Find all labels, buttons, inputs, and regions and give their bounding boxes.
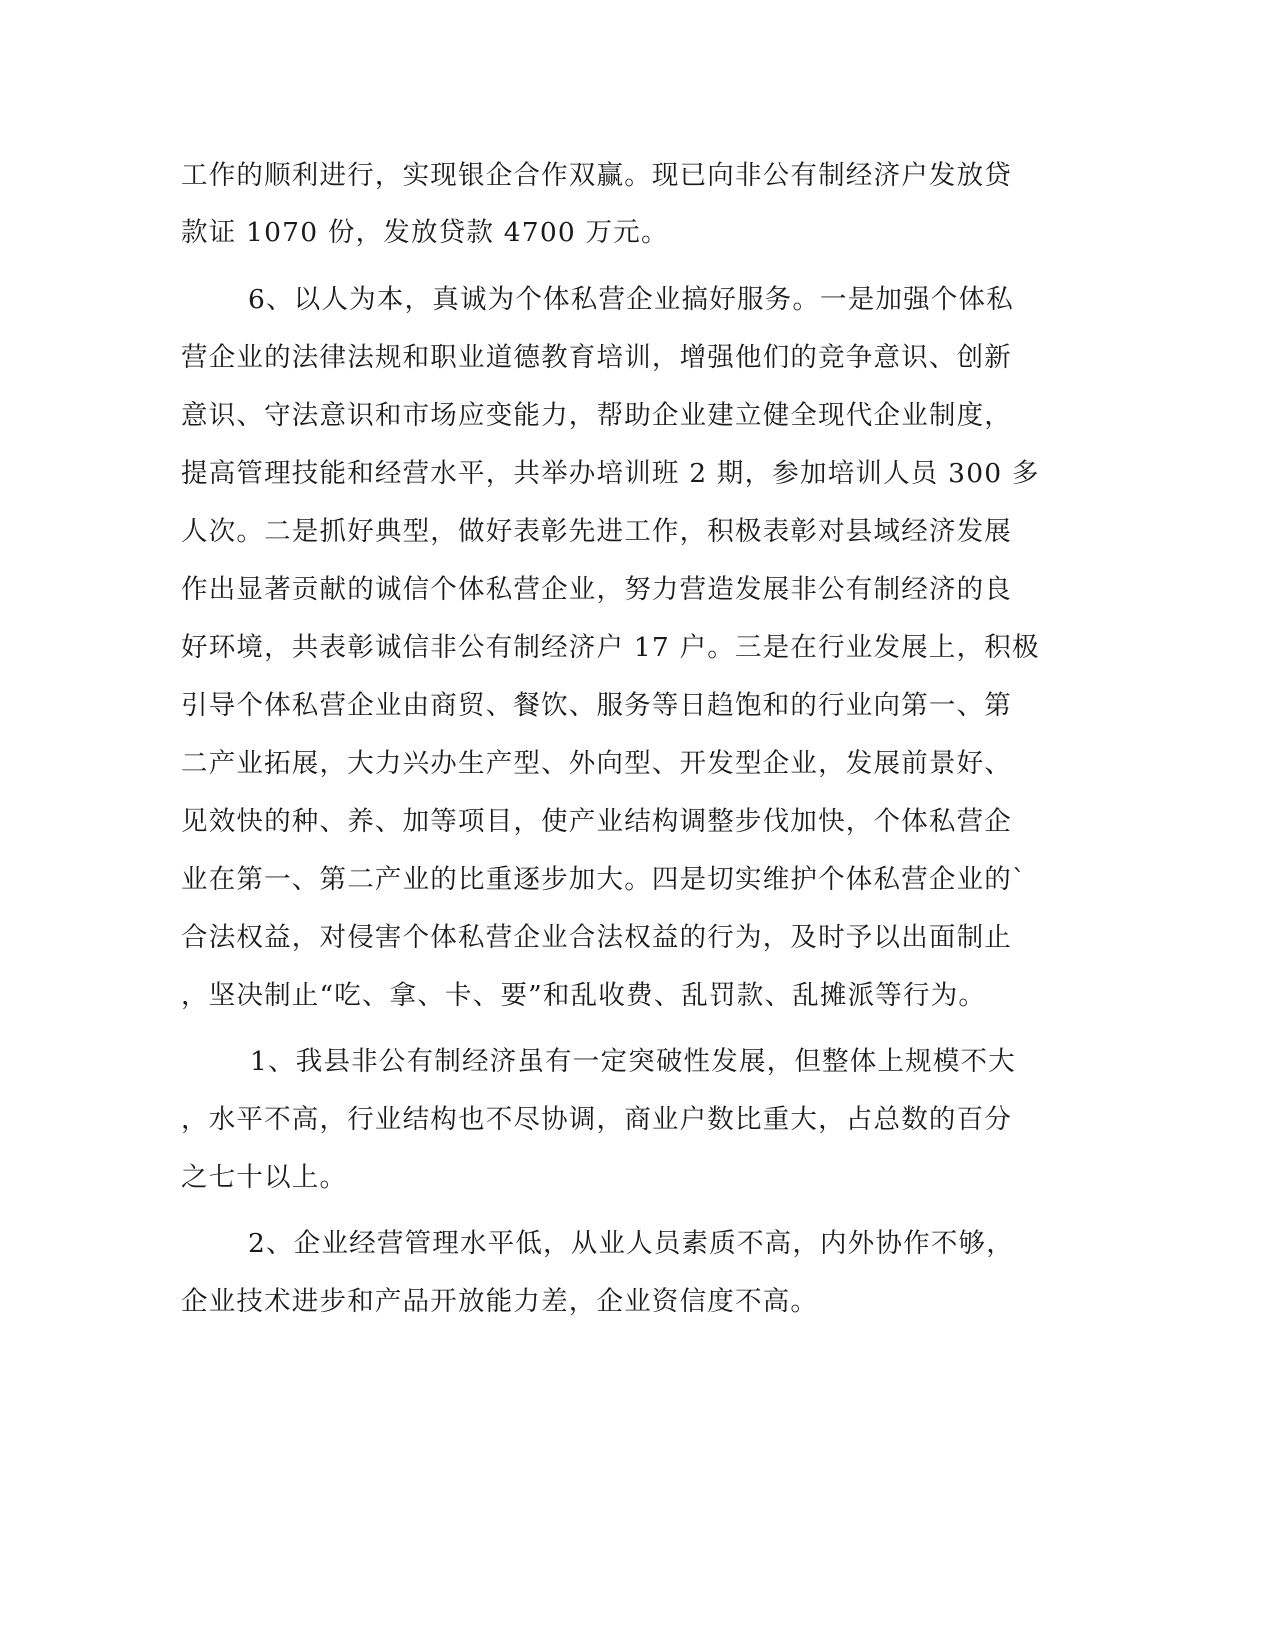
text-line: 款证 1070 份，发放贷款 4700 万元。 — [181, 217, 669, 248]
text-line: 二产业拓展，大力兴办生产型、外向型、开发型企业，发展前景好、 — [181, 748, 1012, 779]
text-line: 营企业的法律法规和职业道德教育培训，增强他们的竞争意识、创新 — [181, 342, 1012, 373]
paragraph-6-first-line: 6、以人为本，真诚为个体私营企业搞好服务。一是加强个体私 — [248, 284, 1014, 315]
text-line: 人次。二是抓好典型，做好表彰先进工作，积极表彰对县域经济发展 — [181, 516, 1012, 547]
text-line: ，坚决制止“吃、拿、卡、要”和乱收费、乱罚款、乱摊派等行为。 — [181, 980, 987, 1011]
text-line: 意识、守法意识和市场应变能力，帮助企业建立健全现代企业制度， — [181, 400, 1012, 431]
issue-1-first-line: 1、我县非公有制经济虽有一定突破性发展，但整体上规模不大 — [250, 1046, 1016, 1077]
text-line: 企业技术进步和产品开放能力差，企业资信度不高。 — [181, 1286, 819, 1317]
text-line: 合法权益，对侵害个体私营企业合法权益的行为，及时予以出面制止 — [181, 922, 1012, 953]
text-line: 业在第一、第二产业的比重逐步加大。四是切实维护个体私营企业的` — [181, 864, 1027, 895]
text-line: 工作的顺利进行，实现银企合作双赢。现已向非公有制经济户发放贷 — [181, 160, 1012, 191]
text-line: ，水平不高，行业结构也不尽协调，商业户数比重大，占总数的百分 — [181, 1104, 1012, 1135]
issue-2-first-line: 2、企业经营管理水平低，从业人员素质不高，内外协作不够， — [248, 1228, 1014, 1259]
text-line: 好环境，共表彰诚信非公有制经济户 17 户。三是在行业发展上，积极 — [181, 632, 1040, 663]
text-line: 作出显著贡献的诚信个体私营企业，努力营造发展非公有制经济的良 — [181, 574, 1012, 605]
text-line: 之七十以上。 — [181, 1162, 348, 1193]
text-line: 见效快的种、养、加等项目，使产业结构调整步伐加快，个体私营企 — [181, 806, 1012, 837]
text-line: 引导个体私营企业由商贸、餐饮、服务等日趋饱和的行业向第一、第 — [181, 690, 1012, 721]
text-line: 提高管理技能和经营水平，共举办培训班 2 期，参加培训人员 300 多 — [181, 458, 1040, 489]
